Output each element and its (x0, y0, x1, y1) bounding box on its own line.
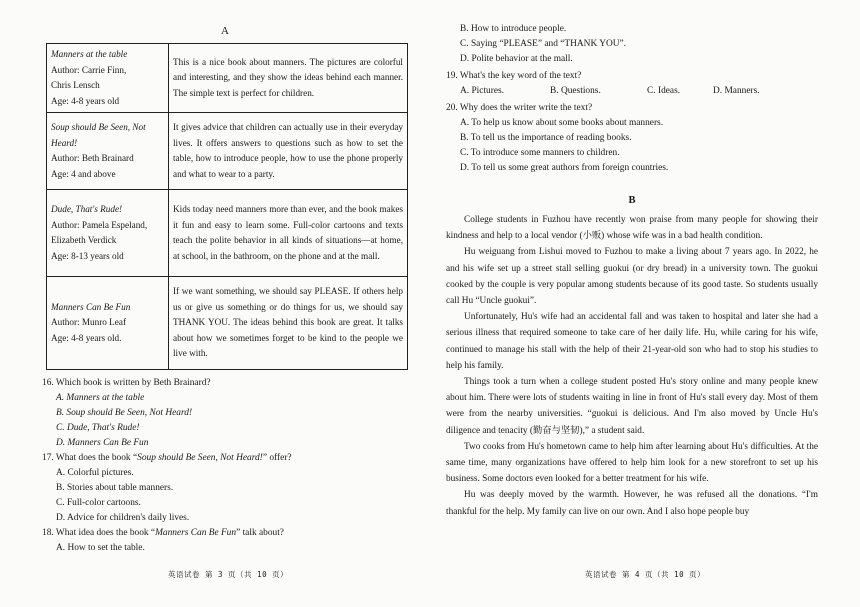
question-stem-text: ” talk about? (236, 528, 284, 538)
answer-option-a[interactable]: A. Colorful pictures. (56, 468, 134, 478)
book-title-ref: Soup should Be Seen, Not Heard! (137, 453, 263, 463)
answer-option-c[interactable]: C. To introduce some manners to children. (460, 148, 620, 158)
answer-option-d[interactable]: D. Manners Can Be Fun (56, 438, 149, 448)
book-age: Age: 4 and above (51, 168, 116, 179)
book-title: Manners Can Be Fun (51, 301, 131, 312)
answer-option-c[interactable]: C. Saying “PLEASE” and “THANK YOU”. (460, 39, 627, 49)
question-17 (42, 451, 408, 526)
answer-option-a[interactable]: A. To help us know about some books about manners. (460, 118, 664, 128)
answer-option-d[interactable]: D. Advice for children's daily lives. (56, 513, 190, 523)
answer-option-b[interactable]: B. Stories about table manners. (56, 483, 174, 493)
reading-passage (446, 212, 818, 520)
book-title: Soup should Be Seen, Not Heard! (51, 122, 146, 148)
question-19 (446, 69, 818, 99)
book-info-cell (47, 190, 169, 277)
question-stem: 19. What's the key word of the text? (446, 71, 582, 81)
book-info-cell (47, 277, 169, 370)
answer-option-b[interactable]: B. How to introduce people. (460, 24, 567, 34)
passage-paragraph: Two cooks from Hu's hometown came to help him after learning about Hu's difficulties. At the same time, many organizations have offered to help him look for a new storefront to set up his business. Some doctors even looked for a better treatment for his wife. (446, 441, 818, 485)
answer-option-c[interactable]: C. Full-color cartoons. (56, 498, 141, 508)
passage-paragraph: College students in Fuzhou have recently won praise from many people for showing their kindness and help to a local vendor (小贩) whose wife was in a bad health condition. (446, 215, 818, 242)
book-author: Author: Munro Leaf (51, 317, 127, 328)
passage-paragraph: Unfortunately, Hu's wife had an accidental fall and was taken to hospital and later she had a serious illness that required someone to take care of her daily life. Hu, while caring for his wife, continued to manage his stall with the help of their 21-year-old son who had to stop his studies to help his family. (446, 312, 818, 371)
book-age: Age: 4-8 years old. (51, 332, 122, 343)
question-stem (42, 526, 408, 541)
answer-option-d[interactable]: D. Manners. (713, 86, 760, 96)
book-title-ref: Manners Can Be Fun (155, 528, 237, 538)
question-stem: 16. Which book is written by Beth Brainard? (42, 378, 211, 388)
book-description: If we want something, we should say PLEASE. If others help us or give us something or do things for us, we should say THANK YOU. The ideas behind this book are great. It talks about how we sometimes forget to be kind to the people we live with. (169, 277, 408, 370)
table-row (47, 277, 408, 370)
question-18 (42, 526, 408, 556)
answer-option-a[interactable]: A. Manners at the table (56, 393, 145, 403)
answer-option-c[interactable]: C. Ideas. (647, 86, 681, 96)
book-author: Chris Lensch (51, 80, 100, 90)
answer-option-b[interactable]: B. Soup should Be Seen, Not Heard! (56, 408, 193, 418)
book-description: This is a nice book about manners. The pictures are colorful and interesting, and they show the ideas behind each manner. The simple text is perfect for children. (169, 44, 408, 113)
book-title: Dude, That's Rude! (51, 204, 123, 214)
question-stem: 20. Why does the writer write the text? (446, 103, 593, 113)
table-row (47, 44, 408, 113)
answer-option-c[interactable]: C. Dude, That's Rude! (56, 423, 140, 433)
book-description: Kids today need manners more than ever, and the book makes it fun and easy to learn some. Full-color cartoons and texts teach the polite behavior in all kinds of situations—at home, at school, in the bathroom, on the phone and at the mall. (169, 190, 408, 277)
book-author: Author: Beth Brainard (51, 153, 134, 163)
answer-option-d[interactable]: D. Polite behavior at the mall. (460, 54, 573, 64)
book-title: Manners at the table (51, 49, 128, 59)
right-page (446, 22, 818, 520)
book-age: Age: 8-13 years old (51, 250, 124, 261)
table-row (47, 190, 408, 277)
passage-paragraph: Hu weiguang from Lishui moved to Fuzhou to make a living about 7 years ago. In 2022, he and his wife set up a street stall selling guokui (or dry bread) in a university town. The guokui cooked by the couple is very popular among students because of its good taste. So students usually call Hu “Uncle guokui”. (446, 247, 818, 307)
question-stem-text: ” offer? (262, 453, 292, 463)
question-16 (42, 376, 408, 451)
left-page (42, 22, 408, 556)
book-description: It gives advice that children can actually use in their everyday lives. It offers answers to questions such as how to set the table, how to introduce people, how to use the phone properly and what to wear to a party. (169, 113, 408, 190)
answer-option-a[interactable]: A. Pictures. (460, 86, 505, 96)
question-20 (446, 101, 818, 176)
book-author: Elizabeth Verdick (51, 235, 117, 245)
book-age: Age: 4-8 years old (51, 95, 120, 106)
books-table (46, 43, 408, 370)
book-author: Author: Pamela Espeland, (51, 219, 148, 230)
question-stem-text: 18. What idea does the book “ (42, 528, 156, 538)
options-row (446, 84, 818, 99)
book-info-cell (47, 113, 169, 190)
section-a-title: A (221, 25, 229, 37)
passage-paragraph: Hu was deeply moved by the warmth. However, he was refused all the donations. “I'm thankful for the help. My family can live on our own. And I also hope people buy (446, 490, 818, 517)
answer-option-a[interactable]: A. How to set the table. (56, 543, 145, 553)
answer-option-d[interactable]: D. To tell us some great authors from foreign countries. (460, 163, 669, 173)
question-18-continued (446, 22, 818, 67)
page-footer-right: 英语试卷 第 4 页（共 10 页） (585, 570, 706, 579)
answer-option-b[interactable]: B. Questions. (550, 86, 601, 96)
passage-paragraph: Things took a turn when a college student posted Hu's story online and many people knew about him. There were lots of students waiting in line in front of Hu's stall every day. Most of them were from the nearby universities. “guokui is delicious. And I'm also moved by Uncle Hu's diligence and tenacity (勤奋与坚韧),” a student said. (446, 377, 818, 436)
book-author: Author: Carrie Finn, (51, 64, 127, 75)
table-row (47, 113, 408, 190)
question-stem (42, 451, 408, 466)
section-b-title: B (628, 195, 636, 206)
answer-option-b[interactable]: B. To tell us the importance of reading books. (460, 133, 632, 143)
book-info-cell (47, 44, 169, 113)
question-stem-text: 17. What does the book “ (42, 453, 138, 463)
page-footer-left: 英语试卷 第 3 页（共 10 页） (168, 570, 289, 579)
